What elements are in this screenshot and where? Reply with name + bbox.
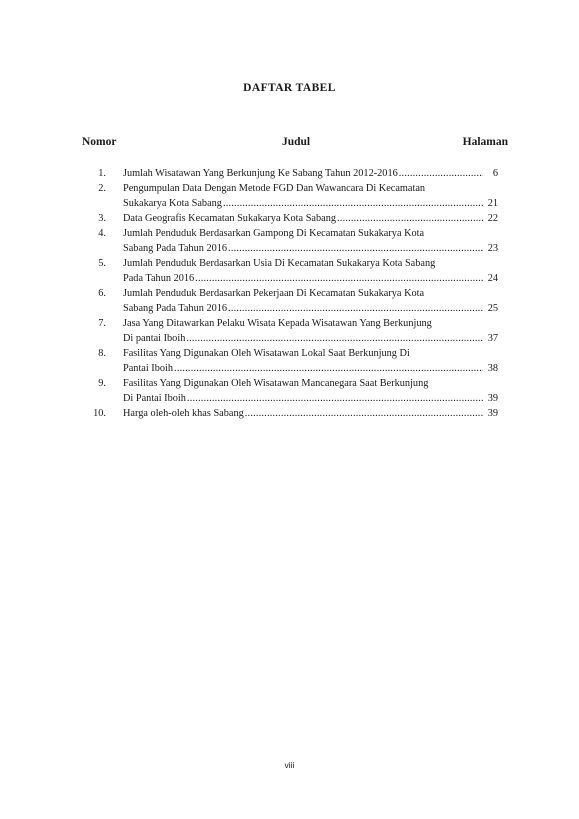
entry-number: 5. [98,258,106,269]
entry-body [123,211,498,226]
entry-last-line [123,211,498,226]
dot-leader [245,406,483,421]
entry-number: 3. [98,213,106,224]
dot-leader [195,271,483,286]
entry-title: Sabang Pada Tahun 2016 [123,243,228,254]
entry-title: Jumlah Wisatawan Yang Berkunjung Ke Sabang Tahun 2012-2016 [123,168,398,179]
entry-title-line: Fasilitas Yang Digunakan Oleh Wisatawan Lokal Saat Berkunjung Di [123,348,410,359]
entry-number: 9. [98,378,106,389]
entry-body [123,256,498,286]
entry-last-line [123,361,498,376]
entry-number: 4. [98,228,106,239]
entry-page: 25 [487,303,498,314]
entry-page: 39 [487,408,498,419]
entry-last-line [123,166,498,181]
dot-leader [337,211,483,226]
dot-leader [228,241,483,256]
entry-page: 6 [492,168,498,179]
entry-body [123,346,498,376]
dot-leader [187,391,483,406]
list-item [82,406,498,421]
entry-page: 39 [487,393,498,404]
entry-title-line: Jumlah Penduduk Berdasarkan Gampong Di Kecamatan Sukakarya Kota [123,228,425,239]
entry-last-line [123,241,498,256]
entry-title: Data Geografis Kecamatan Sukakarya Kota Sabang [123,213,337,224]
entry-title-line: Pengumpulan Data Dengan Metode FGD Dan Wawancara Di Kecamatan [123,183,426,194]
entry-title: Sukakarya Kota Sabang [123,198,222,209]
entry-title-line: Jasa Yang Ditawarkan Pelaku Wisata Kepada Wisatawan Yang Berkunjung [123,318,432,329]
dot-leader [174,361,483,376]
entry-number: 10. [93,408,106,419]
list-item [82,226,498,256]
entry-last-line [123,331,498,346]
table-list [82,166,498,421]
entry-page: 24 [487,273,498,284]
list-item [82,256,498,286]
entry-body [123,406,498,421]
entry-last-line [123,406,498,421]
entry-body [123,376,498,406]
entry-title-line: Jumlah Penduduk Berdasarkan Usia Di Kecamatan Sukakarya Kota Sabang [123,258,436,269]
entry-body [123,286,498,316]
entry-title: Sabang Pada Tahun 2016 [123,303,228,314]
entry-title-line: Fasilitas Yang Digunakan Oleh Wisatawan Mancanegara Saat Berkunjung [123,378,429,389]
list-item [82,166,498,181]
entry-title: Harga oleh-oleh khas Sabang [123,408,244,419]
entry-last-line [123,391,498,406]
entry-title: Di pantai Iboih [123,333,186,344]
dot-leader [228,301,483,316]
entry-last-line [123,271,498,286]
entry-title-line: Jumlah Penduduk Berdasarkan Pekerjaan Di Kecamatan Sukakarya Kota [123,288,425,299]
entry-number: 2. [98,183,106,194]
entry-page: 23 [487,243,498,254]
entry-page: 38 [487,363,498,374]
list-item [82,181,498,211]
header-nomor: Nomor [82,136,117,148]
dot-leader [399,166,483,181]
dot-leader [186,331,483,346]
entry-number: 1. [98,168,106,179]
entry-page: 21 [487,198,498,209]
list-item [82,346,498,376]
list-item [82,316,498,346]
entry-body [123,166,498,181]
entry-title: Pantai Iboih [123,363,174,374]
entry-page: 37 [487,333,498,344]
page-title: DAFTAR TABEL [243,82,336,94]
entry-body [123,181,498,211]
table-header [82,136,508,152]
entry-body [123,226,498,256]
entry-number: 6. [98,288,106,299]
entry-number: 7. [98,318,106,329]
entry-title: Pada Tahun 2016 [123,273,195,284]
entry-last-line [123,196,498,211]
list-item [82,286,498,316]
header-judul: Judul [282,136,311,148]
list-item [82,376,498,406]
list-item [82,211,498,226]
entry-title: Di Pantai Iboih [123,393,186,404]
dot-leader [223,196,483,211]
entry-body [123,316,498,346]
page-number: viii [284,760,295,770]
header-halaman: Halaman [462,136,508,148]
entry-number: 8. [98,348,106,359]
entry-page: 22 [487,213,498,224]
entry-last-line [123,301,498,316]
